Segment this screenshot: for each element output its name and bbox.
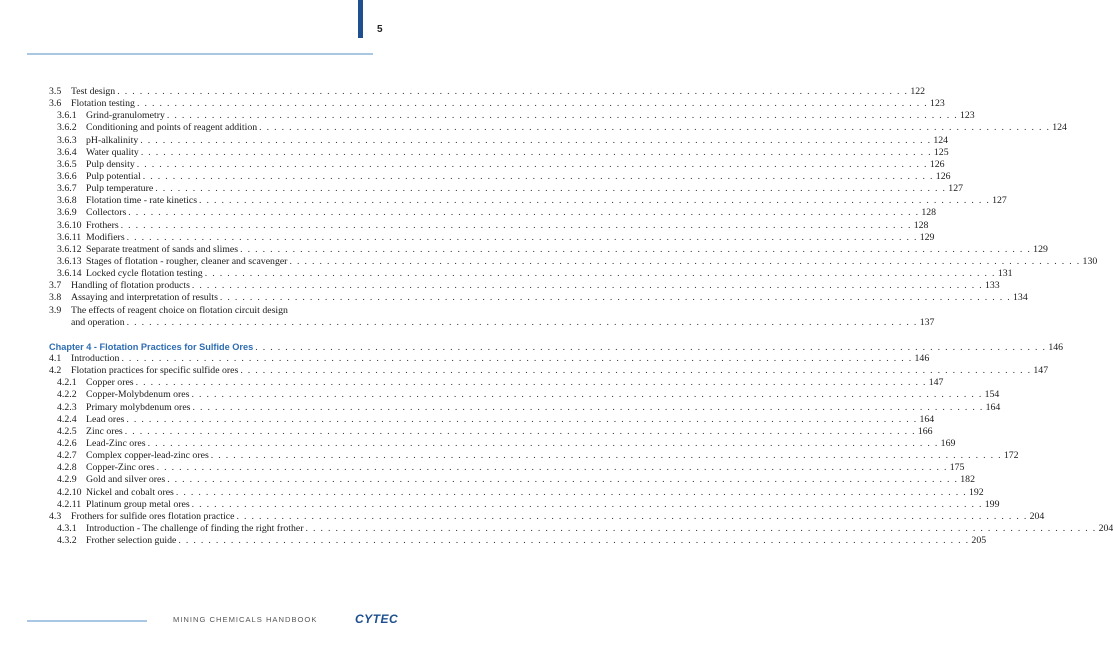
toc-entry-number: 4.2.4 (57, 413, 77, 425)
toc-leader-dots (121, 220, 912, 232)
toc-leader-dots (305, 523, 1096, 535)
toc-leader-dots (240, 365, 1031, 377)
toc-entry-page: 192 (968, 486, 984, 498)
header-divider (27, 53, 373, 55)
toc-leader-dots (199, 195, 990, 207)
toc-entry-page: 166 (917, 425, 933, 437)
toc-entry-page: 129 (919, 231, 935, 243)
toc-entry-title: Test design (71, 86, 116, 97)
toc-entry-page: 134 (1013, 292, 1028, 304)
toc-entry-number: 4.2 (49, 365, 62, 377)
toc-entry-title: Conditioning and points of reagent addition (86, 122, 258, 134)
toc-entry-number: 4.2.3 (57, 401, 77, 413)
toc-entry-number: 3.6.10 (57, 219, 82, 231)
toc-entry-title: Frothers (86, 219, 119, 231)
toc-entry[interactable] (49, 365, 1049, 377)
toc-entry-title: Handling of flotation products (71, 280, 190, 292)
toc-entry-number: 4.2.9 (57, 474, 77, 486)
toc-entry-title: Pulp temperature (86, 183, 154, 195)
toc-entry-number: 4.3.1 (57, 522, 77, 534)
toc-entry[interactable] (49, 510, 1045, 523)
toc-leader-dots (140, 135, 931, 147)
toc-entry[interactable] (49, 170, 951, 183)
toc-entry-title: Frothers for sulfide ores flotation practice (71, 510, 235, 522)
toc-leader-dots (289, 256, 1080, 268)
toc-entry-page: 128 (921, 207, 937, 219)
toc-leader-dots (125, 426, 916, 438)
toc-entry-number: 3.6.12 (57, 243, 82, 255)
toc-entry-page: 204 (1098, 522, 1113, 534)
toc-leader-dots (205, 268, 996, 280)
toc-entry-page: 146 (1048, 341, 1064, 353)
page-number: 5 (377, 24, 383, 35)
toc-entry[interactable] (49, 486, 984, 499)
chapter-spacer (49, 329, 374, 341)
toc-leader-dots (128, 207, 919, 219)
toc-entry[interactable] (49, 474, 975, 486)
header-accent-bar (358, 0, 363, 38)
toc-entry-title: Grind-granulometry (86, 110, 165, 122)
toc-entry[interactable] (49, 498, 1000, 511)
toc-entry-title: Pulp potential (86, 170, 141, 182)
toc-entry[interactable] (49, 134, 949, 147)
toc-entry-page: 199 (984, 498, 1000, 510)
toc-entry[interactable] (49, 219, 929, 232)
toc-entry-page: 127 (948, 183, 963, 195)
toc-leader-dots (126, 414, 917, 426)
toc-entry-title: Primary molybdenum ores (86, 401, 191, 413)
toc-entry-page: 123 (960, 110, 975, 122)
toc-entry[interactable] (49, 389, 1000, 401)
toc-entry[interactable] (49, 268, 1013, 280)
toc-entry[interactable] (49, 122, 1067, 134)
toc-entry-continuation[interactable] (49, 316, 935, 329)
toc-leader-dots (155, 183, 946, 195)
toc-leader-dots (117, 86, 908, 98)
toc-entry-title: Copper ores (86, 377, 134, 389)
toc-entry-number: 4.2.6 (57, 437, 77, 449)
toc-entry[interactable] (49, 292, 1028, 304)
toc-entry-title: Copper-Zinc ores (86, 462, 155, 474)
toc-entry-number: 3.6.8 (57, 195, 77, 207)
toc-entry[interactable] (49, 158, 945, 171)
toc-entry-number: 3.6.6 (57, 170, 77, 182)
toc-entry-page: 127 (992, 195, 1007, 207)
toc-leader-dots (167, 474, 958, 486)
toc-entry-title: Frother selection guide (86, 535, 177, 547)
toc-entry[interactable] (49, 535, 987, 547)
toc-entry-number: 3.6.5 (57, 158, 77, 170)
toc-leader-dots (141, 147, 932, 159)
toc-entry-number: 4.2.8 (57, 462, 77, 474)
toc-entry-title: Pulp density (86, 158, 135, 170)
toc-entry-number: 3.6.14 (57, 268, 82, 280)
toc-entry-title: Collectors (86, 207, 127, 219)
toc-entry[interactable] (49, 183, 963, 195)
toc-entry-number: 4.2.1 (57, 377, 77, 389)
toc-leader-dots (136, 377, 927, 389)
toc-entry-title: Introduction - The challenge of finding the right frother (86, 522, 304, 534)
toc-entry[interactable] (49, 377, 944, 389)
toc-entry-number: 3.6.3 (57, 134, 77, 146)
toc-entry-number: 3.7 (49, 280, 62, 292)
toc-entry[interactable] (49, 462, 965, 474)
toc-leader-dots (211, 450, 1002, 462)
toc-entry-page: 126 (929, 158, 945, 170)
toc-entry-title: Chapter 4 - Flotation Practices for Sulfide Ores (49, 341, 254, 352)
toc-entry-page: 125 (933, 146, 949, 158)
toc-entry-page: 205 (971, 535, 987, 547)
toc-leader-dots (143, 171, 934, 183)
toc-entry-number: 3.6.7 (57, 183, 77, 195)
toc-entry[interactable] (49, 231, 935, 244)
toc-entry-title: Lead ores (86, 413, 125, 425)
toc-leader-dots (178, 535, 969, 547)
toc-entry[interactable] (49, 450, 1019, 462)
toc-entry-number: 3.6.11 (57, 231, 82, 243)
toc-entry-page: 204 (1029, 510, 1045, 522)
toc-entry-number: 4.2.7 (57, 450, 77, 462)
toc-entry-number: 4.2.11 (57, 498, 82, 510)
toc-entry-title: Lead-Zinc ores (86, 437, 146, 449)
toc-entry-page: 137 (919, 316, 935, 328)
table-of-contents (49, 86, 1113, 547)
toc-entry[interactable] (49, 425, 933, 438)
toc-entry-page: 128 (913, 219, 929, 231)
toc-entry-number: 3.6.13 (57, 255, 82, 267)
toc-entry[interactable] (49, 413, 935, 426)
toc-entry[interactable] (49, 401, 1001, 414)
toc-leader-dots (259, 122, 1050, 134)
toc-entry-title: Stages of flotation - rougher, cleaner and scavenger (86, 255, 288, 267)
toc-entry[interactable] (49, 243, 1048, 256)
toc-entry-number: 3.6.4 (57, 146, 77, 158)
toc-entry-title: Flotation time - rate kinetics (86, 195, 198, 207)
toc-entry-page: 126 (935, 170, 951, 182)
toc-entry-page: 172 (1003, 450, 1019, 462)
toc-entry-page: 182 (960, 474, 975, 486)
toc-leader-dots (137, 98, 928, 110)
toc-leader-dots (157, 462, 948, 474)
toc-entry-title: Introduction (71, 352, 120, 364)
toc-leader-dots (127, 317, 918, 329)
toc-entry-number: 3.6.2 (57, 122, 77, 134)
toc-leader-dots (167, 110, 958, 122)
toc-entry-title: Locked cycle flotation testing (86, 268, 203, 280)
toc-entry-title: Gold and silver ores (86, 474, 166, 486)
cytec-logo: CYTEC (355, 612, 399, 626)
footer-book-title: MINING CHEMICALS HANDBOOK (173, 615, 318, 624)
toc-leader-dots (127, 232, 918, 244)
toc-entry[interactable] (49, 207, 937, 219)
toc-entry-number: 4.3.2 (57, 535, 77, 547)
toc-entry-number: 3.8 (49, 292, 62, 304)
toc-entry-page: 164 (919, 413, 935, 425)
toc-chapter-heading[interactable] (49, 341, 1064, 353)
toc-entry-title: Complex copper-lead-zinc ores (86, 450, 209, 462)
toc-entry-page: 147 (928, 377, 944, 389)
toc-leader-dots (237, 511, 1028, 523)
toc-entry-page: 131 (997, 268, 1013, 280)
toc-entry-title: pH-alkalinity (86, 134, 139, 146)
toc-entry-title: Separate treatment of sands and slimes (86, 243, 239, 255)
toc-entry[interactable] (49, 437, 956, 450)
toc-entry-page: 147 (1033, 365, 1049, 377)
toc-entry-title: Flotation testing (71, 98, 135, 110)
toc-entry-number: 4.2.5 (57, 425, 77, 437)
toc-leader-dots (137, 159, 928, 171)
toc-entry-title: Zinc ores (86, 425, 123, 437)
toc-leader-dots (192, 402, 983, 414)
toc-entry-title: The effects of reagent choice on flotation circuit design (71, 304, 288, 316)
toc-leader-dots (121, 353, 912, 365)
toc-entry[interactable] (49, 86, 926, 98)
toc-entry-page: 164 (985, 401, 1001, 413)
toc-entry-number: 3.5 (49, 86, 62, 97)
toc-entry-page: 124 (933, 134, 949, 146)
toc-entry[interactable] (49, 305, 374, 317)
toc-entry[interactable] (49, 110, 975, 122)
toc-entry-title: Copper-Molybdenum ores (86, 389, 190, 401)
toc-entry-number: 4.2.2 (57, 389, 77, 401)
toc-entry-page: 154 (984, 389, 1000, 401)
toc-entry-page: 146 (914, 352, 930, 364)
toc-entry-title: Nickel and cobalt ores (86, 486, 174, 498)
toc-entry-title-continued: and operation (71, 316, 125, 328)
toc-entry-title: Modifiers (86, 231, 125, 243)
toc-entry[interactable] (49, 98, 945, 110)
toc-leader-dots (220, 292, 1011, 304)
toc-entry-page: 130 (1082, 255, 1098, 267)
toc-entry[interactable] (49, 522, 1113, 535)
toc-entry[interactable] (49, 255, 1098, 268)
toc-entry-title: Platinum group metal ores (86, 498, 190, 510)
toc-entry-number: 3.6.1 (57, 110, 77, 122)
toc-entry-page: 122 (910, 86, 926, 97)
toc-entry[interactable] (49, 352, 930, 365)
toc-entry-page: 169 (940, 437, 956, 449)
toc-leader-dots (148, 438, 939, 450)
toc-entry-number: 4.1 (49, 352, 62, 364)
toc-entry[interactable] (49, 280, 1000, 292)
toc-leader-dots (176, 487, 967, 499)
toc-entry-number: 4.3 (49, 510, 62, 522)
footer-divider (27, 620, 147, 622)
toc-leader-dots (192, 280, 983, 292)
toc-entry-page: 175 (949, 462, 965, 474)
toc-entry[interactable] (49, 195, 1007, 207)
toc-entry-number: 3.6.9 (57, 207, 77, 219)
toc-entry-number: 4.2.10 (57, 486, 82, 498)
toc-entry-page: 129 (1033, 243, 1048, 255)
toc-entry[interactable] (49, 146, 949, 159)
toc-entry-page: 133 (985, 280, 1000, 292)
toc-leader-dots (240, 244, 1031, 256)
toc-entry-page: 124 (1052, 122, 1067, 134)
toc-entry-title: Water quality (86, 146, 139, 158)
toc-leader-dots (192, 499, 983, 511)
toc-entry-page: 123 (930, 98, 945, 110)
toc-entry-title: Assaying and interpretation of results (71, 292, 218, 304)
toc-leader-dots (191, 389, 982, 401)
toc-entry-number: 3.6 (49, 98, 62, 110)
toc-entry-title: Flotation practices for specific sulfide ores (71, 365, 239, 377)
toc-entry-number: 3.9 (49, 304, 62, 316)
